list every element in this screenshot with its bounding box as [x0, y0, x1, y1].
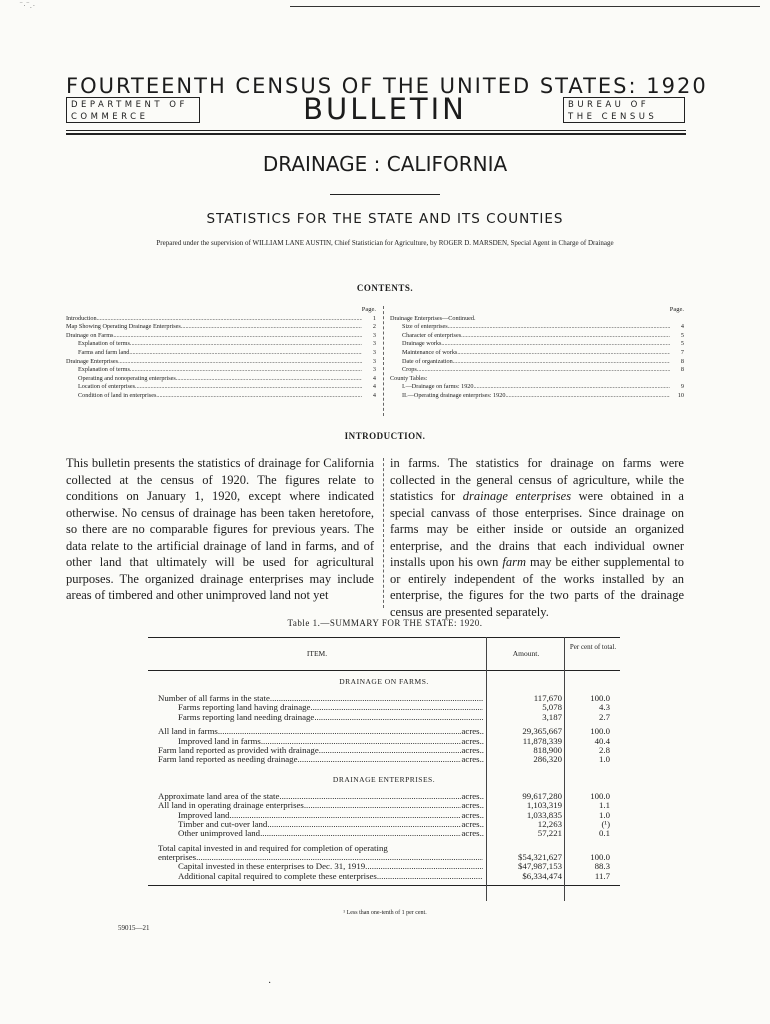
leader-dots	[457, 349, 670, 358]
table-bottom-rule	[148, 885, 620, 886]
row-amount: $6,334,474	[522, 870, 562, 881]
row-unit: acres..	[461, 819, 484, 829]
row-item-label: Improved land in farms	[178, 736, 261, 746]
leader-dots	[130, 366, 362, 375]
row-item-label: Farm land reported as provided with drainage	[158, 745, 319, 755]
row-unit: acres..	[461, 736, 484, 746]
contents-right	[390, 306, 684, 401]
row-amount: $47,987,153	[518, 861, 562, 872]
census-title: FOURTEENTH CENSUS OF THE UNITED STATES: 1920	[66, 74, 708, 98]
leader-dots	[218, 727, 461, 736]
leader-dots	[267, 820, 460, 829]
row-amount: 5,078	[542, 702, 562, 713]
contents-entry	[66, 375, 376, 384]
intro-text-2b: were obtained in a special canvass of those enterprises. Since drainage on farms may be either inside or outside an organized enterprise, and the drains that each individual owner installs upon his own	[390, 489, 684, 569]
contents-entry-page: 9	[680, 383, 684, 391]
intro-text-2a: in farms. The statistics for drainage on farms were collected in the general census of agriculture, while the statistics for	[390, 456, 684, 503]
contents-entry	[390, 349, 684, 358]
contents-entry-page: 5	[680, 340, 684, 348]
contents-entry-label: Drainage on Farms	[66, 331, 114, 339]
contents-entry-page	[670, 375, 684, 384]
leader-dots	[319, 746, 461, 755]
table-header	[148, 637, 620, 671]
leader-dots	[270, 694, 483, 703]
row-item	[178, 703, 484, 712]
row-unit: acres..	[461, 810, 484, 820]
contents-entry-label: Location of enterprises	[78, 383, 136, 391]
row-unit: acres..	[461, 829, 484, 839]
table-footnote: ¹ Less than one-tenth of 1 per cent.	[343, 910, 427, 916]
leader-dots	[113, 332, 362, 341]
row-percent: 1.1	[599, 800, 610, 811]
row-item	[178, 862, 484, 871]
contents-entry-label: Operating and nonoperating enterprises	[78, 374, 176, 382]
leader-dots	[473, 383, 670, 392]
row-amount: $54,321,627	[518, 852, 562, 863]
contents-divider	[383, 306, 384, 416]
col-amount-header: Amount.	[512, 649, 540, 658]
row-item-label: Number of all farms in the state	[158, 694, 270, 703]
intro-text-2c: may be either supplemental to or entirely independent of the works installed by an enterprise, the figures for the two parts of the drainage census are presented separately.	[390, 555, 684, 619]
row-unit	[483, 853, 484, 862]
page-subtitle: STATISTICS FOR THE STATE AND ITS COUNTIES	[206, 211, 564, 227]
row-unit	[483, 694, 484, 703]
row-item-label: Additional capital required to complete these enterprises	[178, 871, 377, 881]
contents-entry	[390, 358, 684, 367]
leader-dots	[365, 862, 483, 871]
contents-entry	[66, 358, 376, 367]
contents-entry-label: Farms and farm land	[78, 348, 130, 356]
row-item-label: Timber and cut-over land	[178, 819, 268, 829]
row-item	[178, 737, 484, 746]
top-rule	[290, 6, 760, 7]
contents-entry-page: 4	[372, 383, 376, 391]
leader-dots	[176, 375, 362, 384]
leader-dots	[310, 703, 483, 712]
row-percent: 100.0	[590, 852, 610, 863]
row-item	[178, 872, 484, 881]
row-item	[158, 853, 484, 862]
contents-entry-label: Map Showing Operating Drainage Enterprises	[66, 323, 181, 331]
bureau-box: BUREAU OF THE CENSUS	[563, 97, 685, 123]
row-percent: 11.7	[594, 870, 610, 881]
table-row	[148, 713, 620, 722]
page-title: DRAINAGE : CALIFORNIA	[262, 152, 508, 176]
contents-entry-page: 3	[372, 357, 376, 365]
row-percent: 1.0	[599, 754, 610, 765]
leader-dots	[314, 713, 483, 722]
contents-entry	[390, 315, 684, 324]
leader-dots	[279, 792, 460, 801]
leader-dots	[461, 332, 670, 341]
row-amount: 11,878,339	[522, 735, 562, 746]
contents-left	[66, 306, 376, 401]
row-item	[158, 746, 484, 755]
introduction-heading: INTRODUCTION.	[344, 431, 426, 441]
contents-entry	[66, 332, 376, 341]
leader-dots	[441, 340, 670, 349]
contents-entry	[66, 340, 376, 349]
contents-entry-label: Size of enterprises	[402, 323, 448, 331]
row-percent: 100.0	[590, 726, 610, 737]
row-item	[178, 820, 484, 829]
contents-entry-page: 10	[677, 391, 684, 399]
leader-dots	[417, 366, 670, 375]
table-title: Table 1.—SUMMARY FOR THE STATE: 1920.	[287, 618, 483, 628]
leader-dots	[304, 801, 461, 810]
intro-text-1: This bulletin presents the statistics of drainage for California collected at the census of 1920. The figures relate to conditions on January 1, 1920, except where indicated otherwise. No census of drainage has been taken heretofore, so there are no comparable figures for previous years. The data relate to the artificial drainage of land in farms, and of other land that ultimately will be used for agricultural purposes. The organized drainage enterprises may include areas of timbered and other unimproved land not yet	[66, 456, 374, 602]
row-item	[178, 713, 484, 722]
col-item-header: ITEM.	[306, 649, 328, 658]
row-unit: acres..	[461, 745, 484, 755]
row-percent: 100.0	[590, 790, 610, 801]
row-item	[158, 727, 484, 736]
row-amount: 12,263	[537, 818, 562, 829]
table-row	[148, 872, 620, 881]
contents-entry-page: 3	[372, 340, 376, 348]
leader-dots	[230, 811, 461, 820]
capital-header-line: Total capital invested in and required for completion of operating	[158, 842, 388, 853]
contents-page-label: Page.	[361, 306, 376, 313]
table-row	[148, 755, 620, 764]
contents-entry-label: Crops	[402, 366, 417, 374]
row-amount: 818,900	[533, 744, 562, 755]
row-percent: 40.4	[594, 735, 610, 746]
intro-column-2	[390, 455, 684, 620]
corner-mark: ‾·‾.·	[20, 2, 37, 10]
title-rule	[330, 194, 440, 195]
col-percent-header: Per cent of total.	[569, 643, 617, 651]
contents-entry	[390, 375, 684, 384]
contents-entry-label: II.—Operating drainage enterprises: 1920	[402, 391, 506, 399]
row-percent: 88.3	[594, 861, 610, 872]
row-item	[178, 811, 484, 820]
row-amount: 3,187	[542, 711, 562, 722]
leader-dots	[448, 323, 670, 332]
contents-entry	[390, 383, 684, 392]
department-box: DEPARTMENT OF COMMERCE	[66, 97, 200, 123]
print-code: 59015—21	[118, 924, 150, 932]
bulletin-heading: BULLETIN	[303, 92, 467, 126]
contents-entry-label: County Tables:	[390, 374, 428, 382]
leader-dots	[156, 392, 362, 401]
contents-entry-label: Condition of land in enterprises	[78, 391, 157, 399]
section-enterprises-heading: DRAINAGE ENTERPRISES.	[332, 774, 436, 784]
row-item	[178, 829, 484, 838]
leader-dots	[135, 383, 362, 392]
intro-emphasis-enterprises: drainage enterprises	[462, 489, 572, 503]
row-unit	[483, 713, 484, 722]
contents-page-label-right: Page.	[669, 306, 684, 313]
row-unit: acres..	[461, 727, 484, 737]
contents-entry	[390, 323, 684, 332]
row-item	[158, 694, 484, 703]
row-unit	[483, 703, 484, 712]
leader-dots	[196, 853, 483, 862]
table-row	[148, 829, 620, 838]
contents-entry-page: 3	[372, 366, 376, 374]
contents-entry	[390, 392, 684, 401]
contents-entry-page: 4	[372, 391, 376, 399]
contents-entry-page: 3	[372, 348, 376, 356]
leader-dots	[130, 340, 362, 349]
contents-entry-page: 2	[372, 323, 376, 331]
row-percent: 0.1	[599, 828, 610, 839]
row-amount: 1,103,319	[526, 800, 562, 811]
leader-dots	[97, 315, 362, 324]
contents-entry	[66, 349, 376, 358]
row-item-label: Approximate land area of the state	[158, 791, 280, 801]
contents-entry-page: 5	[680, 331, 684, 339]
leader-dots	[118, 358, 362, 367]
contents-entry-page: 4	[680, 323, 684, 331]
contents-entry	[66, 323, 376, 332]
contents-entry	[66, 383, 376, 392]
leader-dots	[260, 829, 460, 838]
intro-emphasis-farm: farm	[502, 555, 527, 569]
leader-dots	[505, 392, 670, 401]
row-amount: 99,617,280	[522, 790, 562, 801]
leader-dots	[261, 737, 461, 746]
section-farms-heading: DRAINAGE ON FARMS.	[339, 677, 429, 686]
contents-entry-label: Character of enterprises	[402, 331, 462, 339]
leader-dots	[377, 872, 483, 881]
row-percent: (¹)	[601, 818, 610, 829]
contents-entry-page: 8	[680, 357, 684, 365]
row-item-label: Capital invested in these enterprises to Dec. 31, 1919	[178, 862, 366, 872]
contents-entry	[66, 392, 376, 401]
row-unit: acres..	[461, 755, 484, 765]
row-item-label: Other unimproved land	[178, 829, 261, 839]
row-percent: 2.7	[599, 711, 610, 722]
row-percent: 100.0	[590, 693, 610, 703]
row-item	[158, 801, 484, 810]
contents-entry-page	[670, 315, 684, 324]
contents-entry-label: I.—Drainage on farms: 1920	[402, 383, 474, 391]
contents-heading: CONTENTS.	[356, 283, 414, 293]
row-unit	[483, 862, 484, 871]
contents-entry-page: 7	[680, 348, 684, 356]
row-amount: 286,320	[533, 754, 562, 765]
row-item-label: Farms reporting land needing drainage	[178, 712, 315, 722]
row-item-label: Farm land reported as needing drainage	[158, 755, 298, 765]
contents-entry-page: 4	[372, 374, 376, 382]
contents-entry-label: Explanation of terms	[78, 340, 130, 348]
contents-entry-page: 8	[680, 366, 684, 374]
row-item-label: All land in operating drainage enterprises	[158, 801, 304, 811]
contents-entry-label: Maintenance of works	[402, 348, 458, 356]
row-unit	[483, 872, 484, 881]
contents-entry-label: Drainage Enterprises	[66, 357, 119, 365]
contents-entry	[66, 366, 376, 375]
intro-divider	[383, 458, 384, 608]
row-item	[158, 755, 484, 764]
row-percent: 4.3	[599, 702, 610, 713]
contents-entry-label: Introduction	[66, 314, 97, 322]
contents-entry-page: 3	[372, 331, 376, 339]
leader-dots	[297, 755, 460, 764]
leader-dots	[129, 349, 362, 358]
row-unit: acres..	[461, 801, 484, 811]
row-percent: 2.8	[599, 744, 610, 755]
contents-entry	[390, 332, 684, 341]
row-item-label: enterprises	[158, 853, 197, 863]
row-amount: 117,670	[533, 693, 562, 703]
contents-entry	[390, 340, 684, 349]
page-mark: ·	[268, 978, 272, 989]
contents-entry-page: 1	[372, 314, 376, 322]
row-amount: 1,033,835	[526, 809, 562, 820]
contents-entry-label: Explanation of terms	[78, 366, 130, 374]
row-item-label: Farms reporting land having drainage	[178, 703, 311, 713]
masthead-rule	[66, 130, 686, 131]
row-amount: 57,221	[537, 828, 562, 839]
contents-entry	[66, 315, 376, 324]
intro-column-1	[66, 455, 374, 604]
prepared-by: Prepared under the supervision of WILLIAM LANE AUSTIN, Chief Statistician for Agriculture, by ROGER D. MARSDEN, Special Agent in Charge of Drainage	[156, 239, 614, 247]
row-item-label: All land in farms	[158, 727, 218, 737]
row-item	[158, 792, 484, 801]
row-item-label: Improved land	[178, 810, 230, 820]
contents-entry	[390, 366, 684, 375]
leader-dots	[453, 358, 670, 367]
row-amount: 29,365,667	[522, 726, 562, 737]
contents-entry-label: Date of organization	[402, 357, 453, 365]
masthead-rule-thick	[66, 133, 686, 135]
summary-table	[148, 637, 620, 886]
row-percent: 1.0	[599, 809, 610, 820]
contents-entry-label: Drainage works	[402, 340, 442, 348]
leader-dots	[181, 323, 362, 332]
contents-entry-label: Drainage Enterprises—Continued.	[390, 314, 476, 322]
row-unit: acres..	[461, 791, 484, 801]
